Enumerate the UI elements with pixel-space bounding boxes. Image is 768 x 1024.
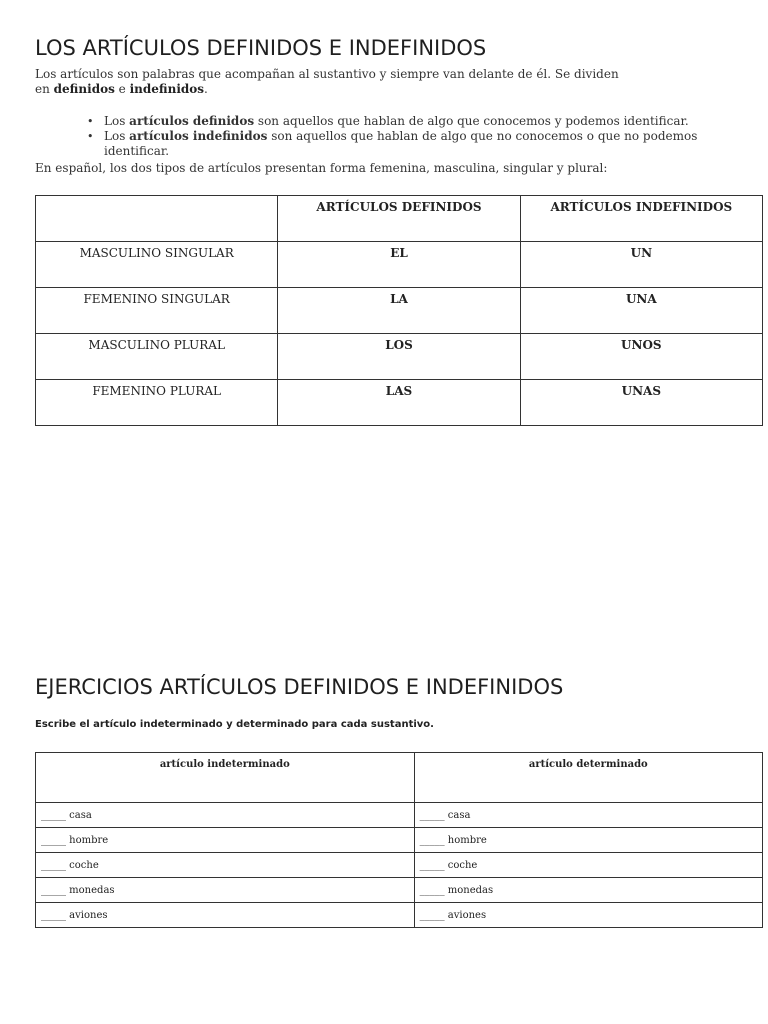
exercises-title: EJERCICIOS ARTÍCULOS DEFINIDOS E INDEFINIDOS	[35, 675, 564, 699]
bullet-bold: artículos indefinidos	[129, 129, 268, 143]
intro-en: en	[35, 82, 54, 96]
table-row	[36, 828, 763, 853]
forms-sentence: En español, los dos tipos de artículos presentan forma femenina, masculina, singular y plural:	[35, 161, 608, 175]
row-label: FEMENINO SINGULAR	[36, 288, 278, 334]
header-indeterminado: artículo indeterminado	[36, 753, 415, 803]
bullet-post: son aquellos que hablan de algo que conocemos y podemos identificar.	[254, 114, 689, 128]
blank-cell-indeterminado[interactable]: _____ monedas	[36, 878, 415, 903]
blank-cell-determinado[interactable]: _____ hombre	[414, 828, 762, 853]
blank-cell-indeterminado[interactable]: _____ casa	[36, 803, 415, 828]
definite-article: LA	[278, 288, 520, 334]
page-title: LOS ARTÍCULOS DEFINIDOS E INDEFINIDOS	[35, 36, 487, 60]
list-item	[104, 129, 724, 159]
bullet-bold: artículos definidos	[129, 114, 255, 128]
table-row	[36, 853, 763, 878]
blank-cell-indeterminado[interactable]: _____ aviones	[36, 903, 415, 928]
header-cell-indefinidos: ARTÍCULOS INDEFINIDOS	[520, 196, 762, 242]
table-row	[36, 288, 763, 334]
table-row	[36, 878, 763, 903]
header-cell-definidos: ARTÍCULOS DEFINIDOS	[278, 196, 520, 242]
indefinite-article: UNAS	[520, 380, 762, 426]
intro-indefinidos: indefinidos	[129, 82, 205, 96]
indefinite-article: UNA	[520, 288, 762, 334]
blank-cell-determinado[interactable]: _____ monedas	[414, 878, 762, 903]
exercise-instruction: Escribe el artículo indeterminado y determinado para cada sustantivo.	[35, 719, 434, 730]
intro-e: e	[114, 82, 130, 96]
intro-paragraph	[35, 67, 635, 97]
bullet-list	[70, 114, 724, 159]
bullet-post: son aquellos que hablan de algo que no conocemos o que no podemos identificar.	[104, 129, 698, 158]
table-header-row	[36, 196, 763, 242]
articles-table	[35, 195, 763, 426]
intro-line1: Los artículos son palabras que acompañan al sustantivo y siempre van delante de él. Se dividen	[35, 67, 619, 81]
bullet-pre: Los	[104, 114, 130, 128]
blank-cell-determinado[interactable]: _____ casa	[414, 803, 762, 828]
table-row	[36, 242, 763, 288]
blank-cell-indeterminado[interactable]: _____ coche	[36, 853, 415, 878]
definite-article: EL	[278, 242, 520, 288]
indefinite-article: UN	[520, 242, 762, 288]
definite-article: LAS	[278, 380, 520, 426]
table-header-row	[36, 753, 763, 803]
blank-cell-indeterminado[interactable]: _____ hombre	[36, 828, 415, 853]
intro-period: .	[204, 82, 208, 96]
row-label: MASCULINO SINGULAR	[36, 242, 278, 288]
definite-article: LOS	[278, 334, 520, 380]
row-label: FEMENINO PLURAL	[36, 380, 278, 426]
table-row	[36, 380, 763, 426]
header-determinado: artículo determinado	[414, 753, 762, 803]
table-row	[36, 334, 763, 380]
table-row	[36, 903, 763, 928]
bullet-pre: Los	[104, 129, 130, 143]
row-label: MASCULINO PLURAL	[36, 334, 278, 380]
indefinite-article: UNOS	[520, 334, 762, 380]
blank-cell-determinado[interactable]: _____ aviones	[414, 903, 762, 928]
list-item	[104, 114, 724, 129]
exercise-table	[35, 752, 763, 928]
table-row	[36, 803, 763, 828]
header-cell-empty	[36, 196, 278, 242]
blank-cell-determinado[interactable]: _____ coche	[414, 853, 762, 878]
intro-definidos: definidos	[53, 82, 115, 96]
